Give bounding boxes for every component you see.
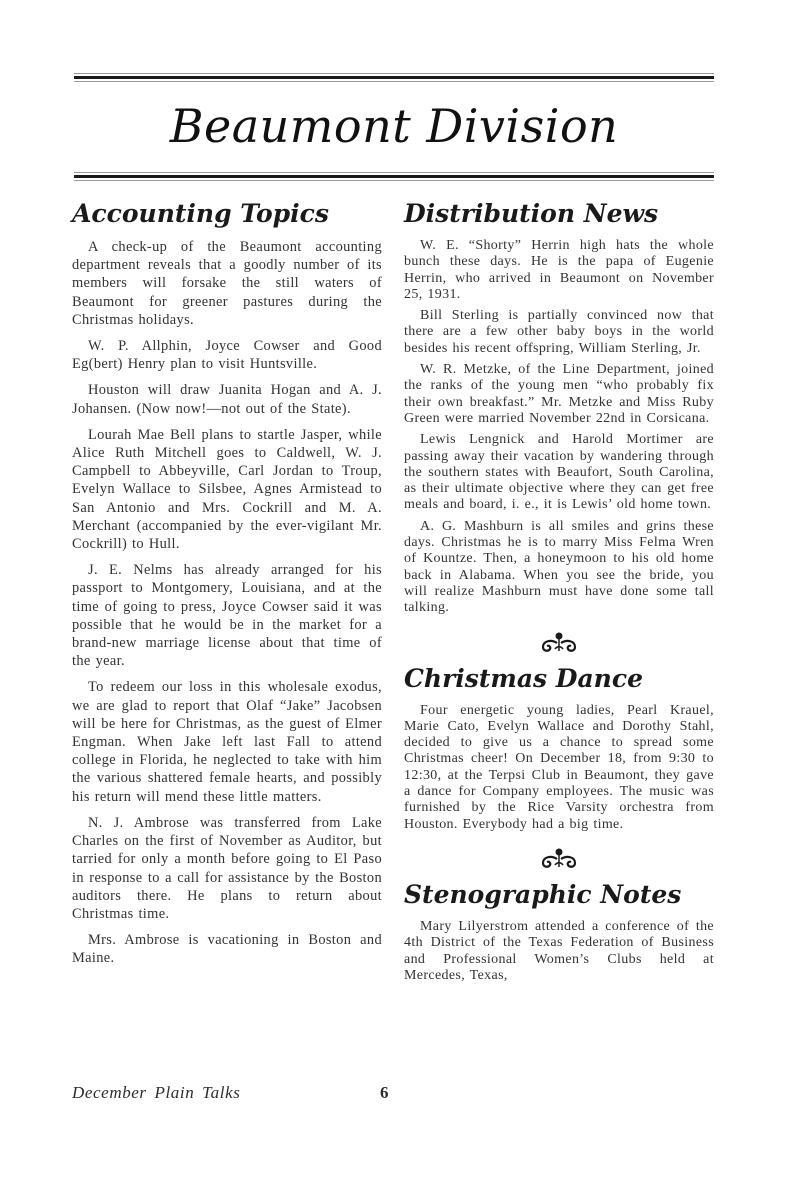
paragraph: Lewis Lengnick and Harold Mortimer are passing away their vacation by wandering through the southern states with Beaufort, South Carolina, as their ultimate objective where they can get free meals and board, i. e., it is Lewis’ old home town. xyxy=(404,432,714,513)
publication-name: December Plain Talks xyxy=(72,1083,241,1102)
paragraph: J. E. Nelms has already arranged for his passport to Montgomery, Louisiana, and at the time of going to press, Joyce Cowser said it was possible that he would be in the market for a brand-new marriage license about that time of the year. xyxy=(72,562,382,670)
floral-ornament-icon xyxy=(539,847,579,871)
paragraph: To redeem our loss in this wholesale exodus, we are glad to report that Olaf “Jake” Jacobsen will be here for Christmas, as the guest of Elmer Engman. When Jake left last Fall to attend college in Florida, he neglected to take with him the various shattered female hearts, and possibly his return will mend these little matters. xyxy=(72,679,382,805)
section-christmas-dance xyxy=(404,661,714,833)
section-accounting-topics xyxy=(72,196,382,968)
left-column xyxy=(72,196,382,976)
section-heading: Christmas Dance xyxy=(404,663,643,693)
paragraph: Lourah Mae Bell plans to startle Jasper, while Alice Ruth Mitchell goes to Caldwell, W. J. Campbell to Abbeyville, Carl Jordan to Troup, Evelyn Wallace to Silsbee, Agnes Armistead to San Antonio and Mrs. Cockrill and M. A. Merchant (accompanied by the ever-vigilant Mr. Cockrill) to Hull. xyxy=(72,426,382,553)
paragraph: Mary Lilyerstrom attended a conference of the 4th District of the Texas Federation of Business and Professional Women’s Clubs held at Mercedes, Texas, xyxy=(404,918,714,983)
paragraph: Houston will draw Juanita Hogan and A. J. Johansen. (Now now!—not out of the State). xyxy=(72,382,382,417)
section-stenographic-notes xyxy=(404,877,714,984)
paragraph: W. R. Metzke, of the Line Department, joined the ranks of the young men “who probably fix their own breakfast.” Mr. Metzke and Miss Ruby Green were married November 22nd in Corsicana. xyxy=(404,362,714,426)
header-rule-bottom xyxy=(74,172,714,181)
paragraph: Four energetic young ladies, Pearl Krauel, Marie Cato, Evelyn Wallace and Dorothy Stahl, decided to give us a chance to spread some Christmas cheer! On December 18, from 9:30 to 12:30, at the Terpsi Club in Beaumont, they gave a dance for Company employees. The music was furnished by the Rice Varsity orchestra from Houston. Everybody had a big time. xyxy=(404,702,714,832)
paragraph: W. E. “Shorty” Herrin high hats the whole bunch these days. He is the papa of Eugenie Herrin, who arrived in Beaumont on November 25, 1931. xyxy=(404,238,714,302)
section-heading: Distribution News xyxy=(404,199,659,228)
paragraph: W. P. Allphin, Joyce Cowser and Good Eg(bert) Henry plan to visit Huntsville. xyxy=(72,338,382,373)
paragraph: A check-up of the Beaumont accounting department reveals that a goodly number of its members will forsake the still waters of Beaumont for greener pastures during the Christmas holidays. xyxy=(72,239,382,328)
page-footer xyxy=(72,1083,402,1107)
header-rule-top xyxy=(74,73,714,82)
page-title: Beaumont Division xyxy=(169,99,619,153)
right-column xyxy=(404,196,714,989)
page-number: 6 xyxy=(380,1083,389,1102)
paragraph: Mrs. Ambrose is vacationing in Boston and Maine. xyxy=(72,932,382,967)
paragraph: N. J. Ambrose was transferred from Lake Charles on the first of November as Auditor, but tarried for only a month before going to El Paso in response to a call for assistance by the Boston auditors there. He plans to return about Christmas time. xyxy=(72,814,382,922)
floral-ornament-icon xyxy=(539,631,579,655)
paragraph: A. G. Mashburn is all smiles and grins these days. Christmas he is to marry Miss Felma Wren of Kountze. Then, a honeymoon to his old home back in Alabama. When you see the bride, you will realize Mashburn must have done some tall talking. xyxy=(404,518,714,616)
section-distribution-news xyxy=(404,196,714,617)
paragraph: Bill Sterling is partially convinced now that there are a few other baby boys in the world besides his recent offspring, William Sterling, Jr. xyxy=(404,308,714,356)
section-heading: Accounting Topics xyxy=(72,199,329,228)
section-heading: Stenographic Notes xyxy=(404,879,682,909)
